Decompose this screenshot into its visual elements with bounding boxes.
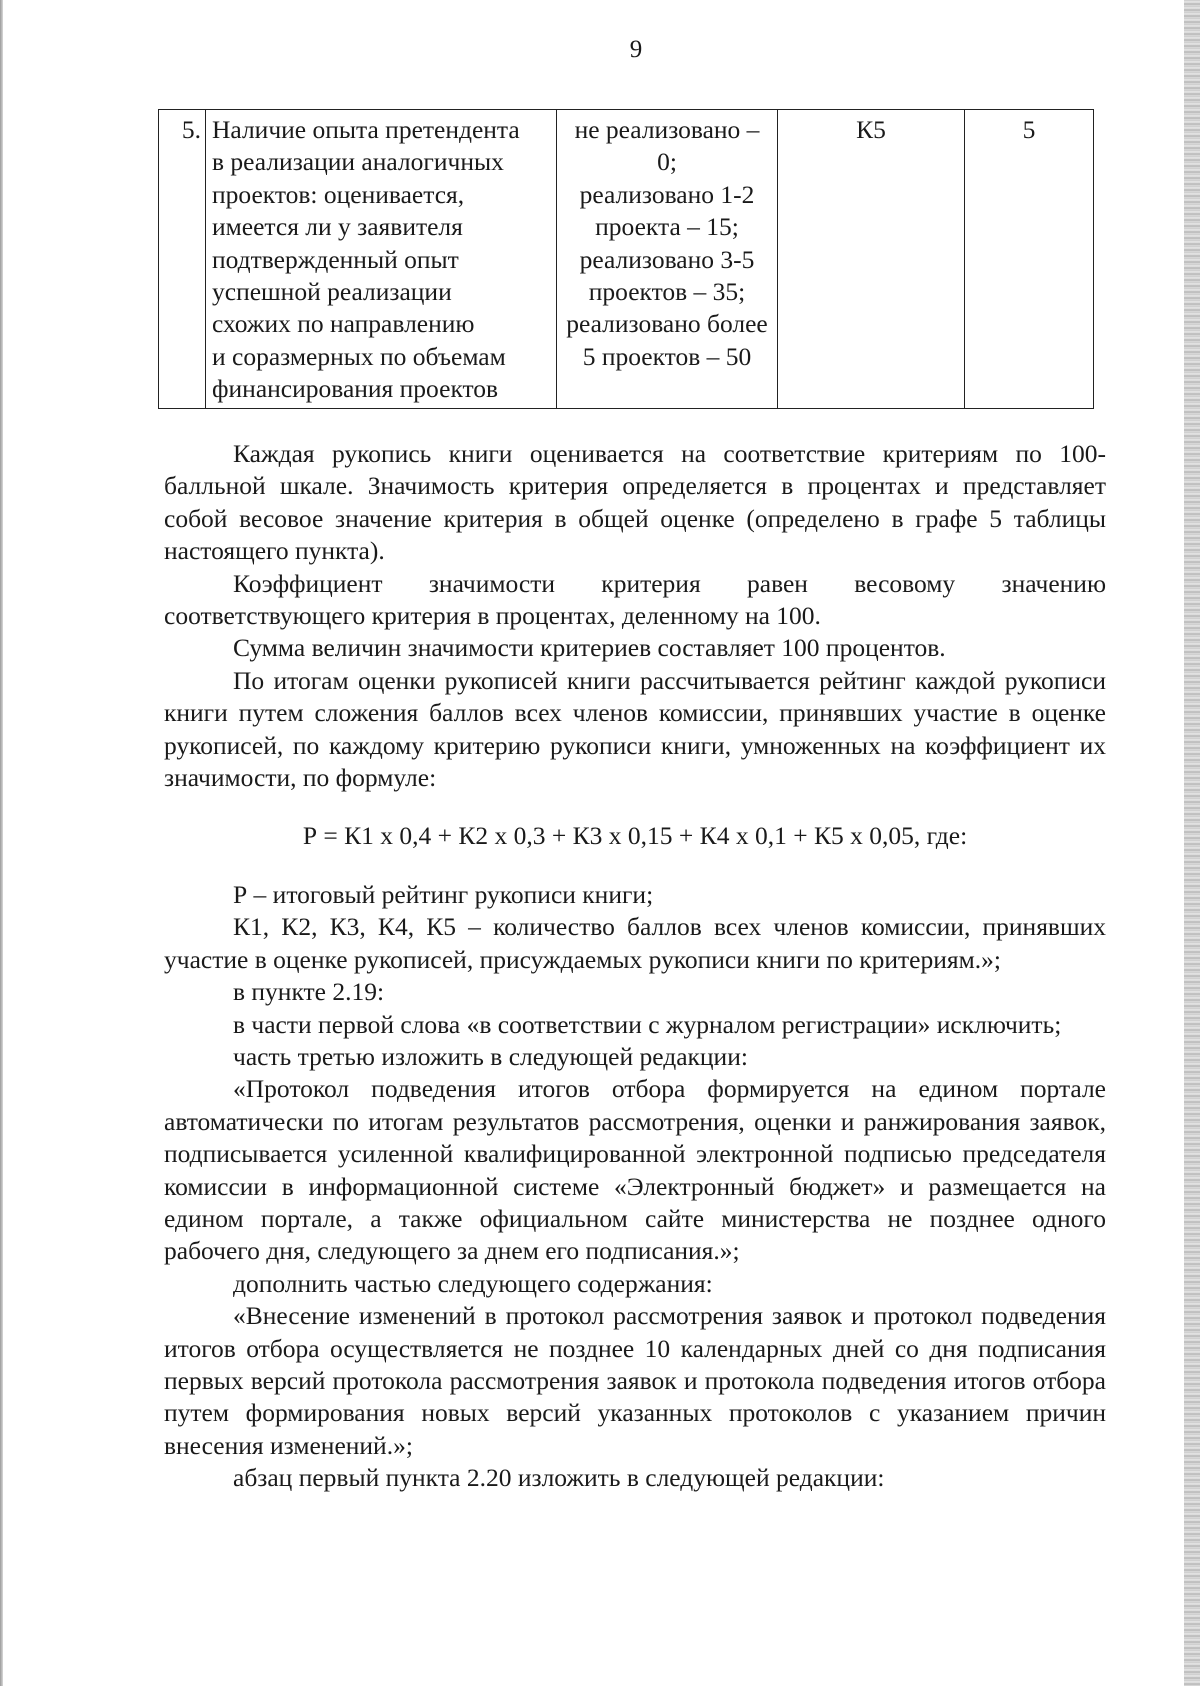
scoring-line: 0;	[657, 147, 677, 177]
paragraph: абзац первый пункта 2.20 изложить в следующей редакции:	[233, 1463, 885, 1493]
page-number: 9	[629, 36, 643, 63]
paragraph: в части первой слова «в соответствии с журналом регистрации» исключить;	[233, 1009, 1062, 1039]
paragraph: Сумма величин значимости критериев составляет 100 процентов.	[233, 633, 946, 663]
scan-left-edge	[0, 0, 3, 1686]
description-line: имеется ли у заявителя	[212, 212, 463, 242]
paragraph: в пункте 2.19:	[233, 977, 385, 1007]
paragraph: Коэффициент значимости критерия равен весовому значению соответствующего критерия в процентах, деленному на 100.	[164, 568, 1106, 631]
paragraph: По итогам оценки рукописей книги рассчитывается рейтинг каждой рукописи книги путем сложения баллов всех членов комиссии, принявших участие в оценке рукописей, по каждому критерию рукописи книги, умноженных на коэффициент их значимости, по формуле:	[164, 665, 1106, 793]
paragraph: Р – итоговый рейтинг рукописи книги;	[233, 879, 654, 909]
scoring-line: проектов – 35;	[588, 277, 746, 307]
description-line: успешной реализации	[212, 277, 452, 307]
paragraph: Каждая рукопись книги оценивается на соответствие критериям по 100-балльной шкале. Значимость критерия определяется в процентах и представляет собой весовое значение критерия в общей оценке (определено в графе 5 таблицы настоящего пункта).	[164, 439, 1106, 566]
description-line: подтвержденный опыт	[212, 244, 459, 274]
scoring-line: не реализовано –	[574, 115, 760, 144]
description-line: проектов: оценивается,	[212, 179, 465, 209]
description-line: финансирования проектов	[212, 374, 499, 404]
document-body	[164, 438, 1106, 1495]
scoring-line: реализовано 3-5	[579, 244, 755, 274]
table-row	[159, 110, 1094, 409]
criterion-number: 5.	[159, 110, 206, 409]
criterion-weight: 5	[965, 110, 1094, 409]
criterion-description	[206, 110, 557, 409]
paragraph: «Протокол подведения итогов отбора формируется на едином портале автоматически по итогам результатов рассмотрения, оценки и ранжирования заявок, подписывается усиленной квалифицированной электронной подписью председателя комиссии в информационной системе «Электронный бюджет» и размещается на едином портале, а также официальном сайте министерства не позднее одного рабочего дня, следующего за днем его подписания.»;	[164, 1074, 1106, 1266]
scan-right-edge	[1184, 0, 1200, 1686]
description-line: и соразмерных по объемам	[212, 341, 506, 371]
paragraph: часть третью изложить в следующей редакции:	[233, 1041, 748, 1071]
criteria-table	[158, 109, 1094, 409]
paragraph: дополнить частью следующего содержания:	[233, 1268, 713, 1298]
description-line: в реализации аналогичных	[212, 147, 504, 177]
rating-formula: Р = К1 х 0,4 + К2 х 0,3 + К3 х 0,15 + К4 х 0,1 + К5 х 0,05, где:	[302, 821, 968, 851]
criterion-code: К5	[778, 110, 965, 409]
scoring-line: 5 проектов – 50	[582, 341, 752, 371]
scoring-line: реализовано более	[566, 309, 768, 339]
paragraph: «Внесение изменений в протокол рассмотрения заявок и протокол подведения итогов отбора осуществляется не позднее 10 календарных дней со дня подписания первых версий протокола рассмотрения заявок и протокола подведения итогов отбора путем формирования новых версий указанных протоколов с указанием причин внесения изменений.»;	[164, 1301, 1106, 1460]
criterion-scoring	[557, 110, 778, 409]
scoring-line: реализовано 1-2	[579, 179, 755, 209]
description-line: Наличие опыта претендента	[212, 115, 520, 144]
paragraph: К1, К2, К3, К4, К5 – количество баллов всех членов комиссии, принявших участие в оценке рукописей, присуждаемых рукописи книги по критериям.»;	[164, 912, 1106, 974]
scoring-line: проекта – 15;	[595, 212, 739, 242]
description-line: схожих по направлению	[212, 309, 475, 339]
